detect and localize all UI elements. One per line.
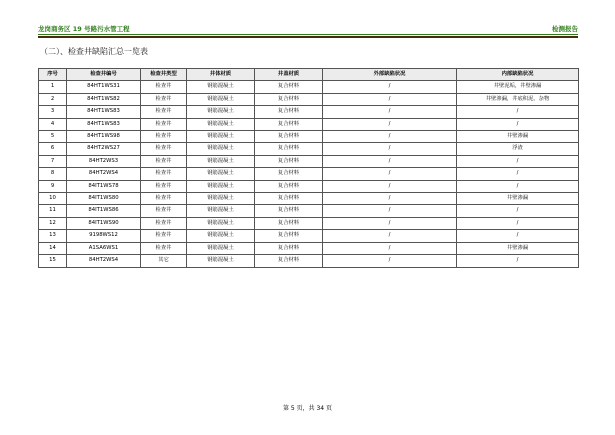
project-name: 龙岗商务区 19 号路污水管工程 bbox=[38, 25, 130, 33]
table-row bbox=[39, 93, 579, 105]
cell-body-material: 钢筋混凝土 bbox=[187, 131, 255, 143]
cell-internal-defects: 井壁渗漏 bbox=[457, 193, 579, 205]
table-row bbox=[39, 81, 579, 93]
cell-external-defects: / bbox=[323, 143, 457, 155]
cell-body-material: 钢筋混凝土 bbox=[187, 93, 255, 105]
cell-manhole-type: 其它 bbox=[141, 255, 187, 267]
section-title: （二）、检查井缺陷汇总一览表 bbox=[40, 47, 148, 56]
cell-body-material: 钢筋混凝土 bbox=[187, 81, 255, 93]
cell-internal-defects: / bbox=[457, 230, 579, 242]
cell-body-material: 钢筋混凝土 bbox=[187, 155, 255, 167]
cell-manhole-type: 检查井 bbox=[141, 106, 187, 118]
cell-cover-material: 复合材料 bbox=[255, 143, 323, 155]
table-row bbox=[39, 230, 579, 242]
col-header-index: 序号 bbox=[39, 69, 67, 81]
cell-internal-defects: / bbox=[457, 118, 579, 130]
cell-body-material: 钢筋混凝土 bbox=[187, 168, 255, 180]
cell-index: 1 bbox=[39, 81, 67, 93]
cell-index: 9 bbox=[39, 180, 67, 192]
cell-external-defects: / bbox=[323, 193, 457, 205]
cell-manhole-type: 检查井 bbox=[141, 217, 187, 229]
cell-internal-defects: / bbox=[457, 155, 579, 167]
cell-cover-material: 复合材料 bbox=[255, 180, 323, 192]
cell-external-defects: / bbox=[323, 106, 457, 118]
cell-index: 5 bbox=[39, 131, 67, 143]
cell-internal-defects: / bbox=[457, 205, 579, 217]
cell-cover-material: 复合材料 bbox=[255, 81, 323, 93]
table-body bbox=[39, 81, 579, 267]
col-header-external-defects: 外部缺陷状况 bbox=[323, 69, 457, 81]
cell-internal-defects: 井壁渗漏，井底积泥、杂物 bbox=[457, 93, 579, 105]
cell-body-material: 钢筋混凝土 bbox=[187, 217, 255, 229]
col-header-internal-defects: 内部缺陷状况 bbox=[457, 69, 579, 81]
cell-manhole-id: 84HT2WS4 bbox=[67, 255, 141, 267]
cell-index: 2 bbox=[39, 93, 67, 105]
cell-index: 12 bbox=[39, 217, 67, 229]
cell-cover-material: 复合材料 bbox=[255, 155, 323, 167]
cell-body-material: 钢筋混凝土 bbox=[187, 255, 255, 267]
cell-manhole-id: 84IT1WS90 bbox=[67, 217, 141, 229]
cell-external-defects: / bbox=[323, 230, 457, 242]
cell-manhole-id: 84HT1WS83 bbox=[67, 106, 141, 118]
cell-manhole-id: A1SA6WS1 bbox=[67, 242, 141, 254]
col-header-manhole-id: 检查井编号 bbox=[67, 69, 141, 81]
cell-internal-defects: / bbox=[457, 106, 579, 118]
cell-cover-material: 复合材料 bbox=[255, 168, 323, 180]
cell-manhole-type: 检查井 bbox=[141, 193, 187, 205]
cell-cover-material: 复合材料 bbox=[255, 230, 323, 242]
cell-manhole-type: 检查井 bbox=[141, 81, 187, 93]
table-row bbox=[39, 205, 579, 217]
table-row bbox=[39, 168, 579, 180]
cell-body-material: 钢筋混凝土 bbox=[187, 180, 255, 192]
table-row bbox=[39, 118, 579, 130]
cell-index: 13 bbox=[39, 230, 67, 242]
cell-index: 6 bbox=[39, 143, 67, 155]
cell-manhole-id: 84HT2WS3 bbox=[67, 155, 141, 167]
cell-internal-defects: / bbox=[457, 180, 579, 192]
col-header-cover-material: 井盖材质 bbox=[255, 69, 323, 81]
col-header-body-material: 井体材质 bbox=[187, 69, 255, 81]
cell-manhole-id: 84HT1WS31 bbox=[67, 81, 141, 93]
cell-cover-material: 复合材料 bbox=[255, 242, 323, 254]
cell-internal-defects: 井壁渗漏 bbox=[457, 242, 579, 254]
cell-cover-material: 复合材料 bbox=[255, 205, 323, 217]
cell-manhole-type: 检查井 bbox=[141, 143, 187, 155]
cell-body-material: 钢筋混凝土 bbox=[187, 205, 255, 217]
cell-manhole-id: 84HT1WS98 bbox=[67, 131, 141, 143]
cell-manhole-id: 84IT1WS80 bbox=[67, 193, 141, 205]
cell-manhole-id: 84HT1WS83 bbox=[67, 118, 141, 130]
cell-cover-material: 复合材料 bbox=[255, 193, 323, 205]
cell-body-material: 钢筋混凝土 bbox=[187, 106, 255, 118]
cell-manhole-id: 9198WS12 bbox=[67, 230, 141, 242]
table-row bbox=[39, 155, 579, 167]
page-number: 第 5 页，共 34 页 bbox=[282, 405, 333, 412]
cell-external-defects: / bbox=[323, 205, 457, 217]
header-divider-thick bbox=[38, 36, 578, 38]
cell-index: 8 bbox=[39, 168, 67, 180]
cell-manhole-id: 84HT2WS27 bbox=[67, 143, 141, 155]
header-divider-thin bbox=[38, 34, 578, 35]
cell-cover-material: 复合材料 bbox=[255, 131, 323, 143]
cell-manhole-type: 检查井 bbox=[141, 155, 187, 167]
cell-external-defects: / bbox=[323, 155, 457, 167]
cell-external-defects: / bbox=[323, 93, 457, 105]
table-row bbox=[39, 106, 579, 118]
cell-cover-material: 复合材料 bbox=[255, 118, 323, 130]
cell-body-material: 钢筋混凝土 bbox=[187, 230, 255, 242]
table-row bbox=[39, 180, 579, 192]
table-row bbox=[39, 143, 579, 155]
cell-external-defects: / bbox=[323, 118, 457, 130]
cell-manhole-type: 检查井 bbox=[141, 230, 187, 242]
col-header-manhole-type: 检查井类型 bbox=[141, 69, 187, 81]
cell-manhole-id: 84IT1WS86 bbox=[67, 205, 141, 217]
cell-internal-defects: / bbox=[457, 255, 579, 267]
cell-external-defects: / bbox=[323, 81, 457, 93]
cell-external-defects: / bbox=[323, 168, 457, 180]
table-row bbox=[39, 255, 579, 267]
cell-body-material: 钢筋混凝土 bbox=[187, 242, 255, 254]
cell-index: 11 bbox=[39, 205, 67, 217]
cell-index: 7 bbox=[39, 155, 67, 167]
cell-internal-defects: 井壁渗漏 bbox=[457, 131, 579, 143]
cell-manhole-id: 84HT2WS4 bbox=[67, 168, 141, 180]
cell-external-defects: / bbox=[323, 242, 457, 254]
cell-index: 15 bbox=[39, 255, 67, 267]
cell-internal-defects: / bbox=[457, 168, 579, 180]
table-row bbox=[39, 131, 579, 143]
cell-internal-defects: 井壁泥垢，井壁渗漏 bbox=[457, 81, 579, 93]
table-header-row bbox=[39, 69, 579, 81]
cell-manhole-type: 检查井 bbox=[141, 93, 187, 105]
manhole-defect-table bbox=[38, 68, 579, 268]
cell-manhole-type: 检查井 bbox=[141, 180, 187, 192]
table-row bbox=[39, 193, 579, 205]
cell-manhole-id: 84IT1WS78 bbox=[67, 180, 141, 192]
cell-cover-material: 复合材料 bbox=[255, 217, 323, 229]
cell-index: 14 bbox=[39, 242, 67, 254]
cell-manhole-id: 84HT1WS82 bbox=[67, 93, 141, 105]
cell-cover-material: 复合材料 bbox=[255, 93, 323, 105]
cell-body-material: 钢筋混凝土 bbox=[187, 193, 255, 205]
cell-cover-material: 复合材料 bbox=[255, 255, 323, 267]
cell-manhole-type: 检查井 bbox=[141, 131, 187, 143]
cell-internal-defects: / bbox=[457, 217, 579, 229]
cell-external-defects: / bbox=[323, 131, 457, 143]
report-type: 检测报告 bbox=[552, 25, 578, 33]
table-row bbox=[39, 242, 579, 254]
cell-manhole-type: 检查井 bbox=[141, 242, 187, 254]
cell-internal-defects: 浮渣 bbox=[457, 143, 579, 155]
cell-body-material: 钢筋混凝土 bbox=[187, 118, 255, 130]
cell-external-defects: / bbox=[323, 217, 457, 229]
cell-index: 10 bbox=[39, 193, 67, 205]
cell-index: 3 bbox=[39, 106, 67, 118]
table-row bbox=[39, 217, 579, 229]
cell-index: 4 bbox=[39, 118, 67, 130]
cell-manhole-type: 检查井 bbox=[141, 118, 187, 130]
cell-external-defects: / bbox=[323, 255, 457, 267]
cell-cover-material: 复合材料 bbox=[255, 106, 323, 118]
cell-manhole-type: 检查井 bbox=[141, 168, 187, 180]
cell-body-material: 钢筋混凝土 bbox=[187, 143, 255, 155]
cell-manhole-type: 检查井 bbox=[141, 205, 187, 217]
cell-external-defects: / bbox=[323, 180, 457, 192]
